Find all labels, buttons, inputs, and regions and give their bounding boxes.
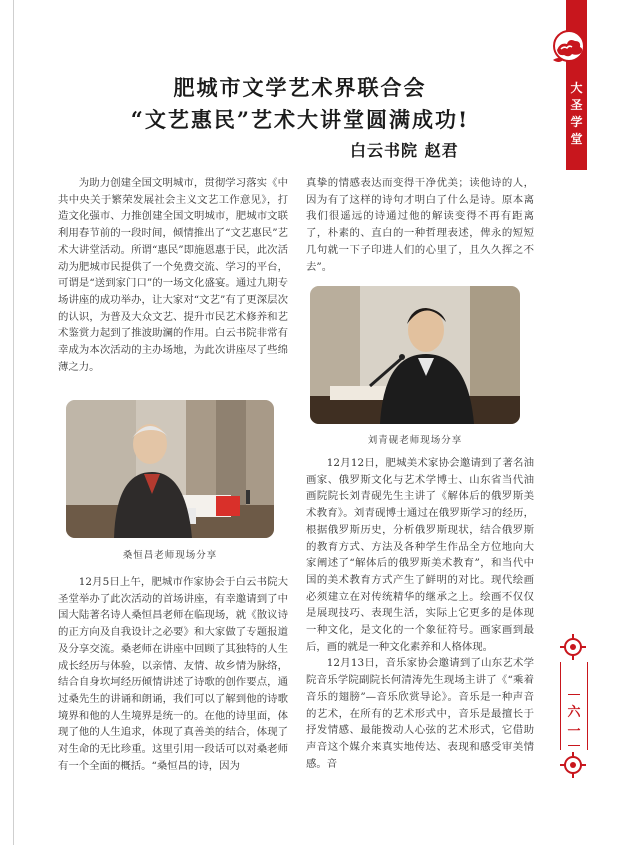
title-line-1: 肥城市文学艺术界联合会 (173, 75, 427, 100)
dec5-paragraph (58, 574, 288, 774)
paragraph: 12月12日，肥城美术家协会邀请到了著名油画家、俄罗斯文化与艺术学博士、山东省当代油画院院长刘青砚先生主讲了《解体后的俄罗斯美术教育》。刘青砚博士通过在俄罗斯学习的经历，根据俄罗斯历史，分析俄罗斯现状，结合俄罗斯的教育方式、方法及各种学生作品全方位地向大家阐述了“解体后的俄罗斯美术教育”，和当代中国的美术教育方式产生了鲜明的对比。现代绘画必须建立在对传统精华的继承之上。绘画不仅仅是展现技巧、表现生活，实际上它更多的是体现一种文化，是文化的一个象征符号。画家画到最后，画的就是一种文化素养和人格体现。 (306, 457, 534, 653)
intro-paragraph (58, 175, 288, 375)
continuation-paragraph (306, 175, 534, 275)
page-edge-line (13, 0, 14, 845)
title-line-2: “文艺惠民”艺术大讲堂圆满成功! (130, 107, 470, 132)
section-label-char: 堂 (570, 132, 583, 146)
auspicious-cloud-icon (545, 24, 593, 72)
paragraph: 真挚的情感表达而变得干净优美；读他诗的人，因为有了这样的诗句才明白了什么是诗。原本离我们很遥远的诗通过他的解读变得不再有距离了，朴素的、直白的一种哲理表述，俾永的短短几句就一下子印进人们的心里了，且久久挥之不去”。 (306, 177, 534, 273)
dec12-dec13-paragraphs (306, 455, 534, 772)
section-label (566, 80, 587, 148)
section-label-char: 圣 (570, 98, 583, 112)
page-number: 六一 (566, 688, 582, 752)
paragraph: 12月13日，音乐家协会邀请到了山东艺术学院音乐学院副院长何清涛先生现场主讲了《“乘着音乐的翅膀”—音乐欣赏导论》。音乐是一种声音的艺术，在所有的艺术形式中，音乐是最擅长于抒发情感、最能拨动人心弦的艺术形式，它借助声音这个媒介来真实地传达、表现和感受审美情感。音 (306, 657, 534, 770)
section-label-char: 大 (570, 81, 583, 95)
ornament-knot-icon (558, 750, 588, 780)
lecture-photo-right (310, 286, 520, 424)
section-label-char: 学 (570, 115, 583, 129)
photo-sang-hengchang (66, 400, 274, 538)
photo-caption: 刘青砚老师现场分享 (367, 435, 463, 446)
paragraph: 为助力创建全国文明城市，贯彻学习落实《中共中央关于繁荣发展社会主义文艺工作意见》，打造文化强市、力推创建全国文明城市，肥城市文联利用春节前的一段时间，倾情推出了“文艺惠民”艺术大讲堂活动。所谓“惠民”即施恩惠于民，此次活动为肥城市民提供了一个免费交流、学习的平台，可谓是“送到家门口”的一场文化盛宴。通过九期专场讲座的成功举办，让大家对“文艺”有了更深层次的认识，为普及大众文艺、提升市民艺术修养和艺术鉴赏力起到了推波助澜的作用。白云书院非常有幸成为本次活动的主办场地，为此次讲座尽了些绵薄之力。 (58, 177, 288, 373)
photo-liu-qingyan (310, 286, 520, 424)
lecture-photo-left (66, 400, 274, 538)
paragraph: 12月5日上午，肥城市作家协会于白云书院大圣堂举办了此次活动的首场讲座，有幸邀请到了中国大陆著名诗人桑恒昌老师在临现场，就《散议诗的正方向及自我设计之必要》和大家做了专题报道及分享交流。桑老师在讲座中回顾了其独特的人生成长经历与体验，以亲情、友情、故乡情为脉络，结合自身坎坷经历倾情讲述了诗歌的创作要点，通过桑先生的讲诵和朗诵，我们可以了解到他的诗歌境界和他的人生境界是统一的。在他的诗里面，体现了他的人生追求，体现了真善美的结合，体现了对生命的无比珍重。这里引用一段话可以对桑老师有一个全面的概括。“桑恒昌的诗，因为 (58, 576, 288, 772)
photo-caption: 桑恒昌老师现场分享 (122, 550, 218, 561)
article-byline: 白云书院 赵君 (350, 141, 459, 160)
article-title (40, 72, 560, 136)
ornament-knot-icon (558, 632, 588, 662)
